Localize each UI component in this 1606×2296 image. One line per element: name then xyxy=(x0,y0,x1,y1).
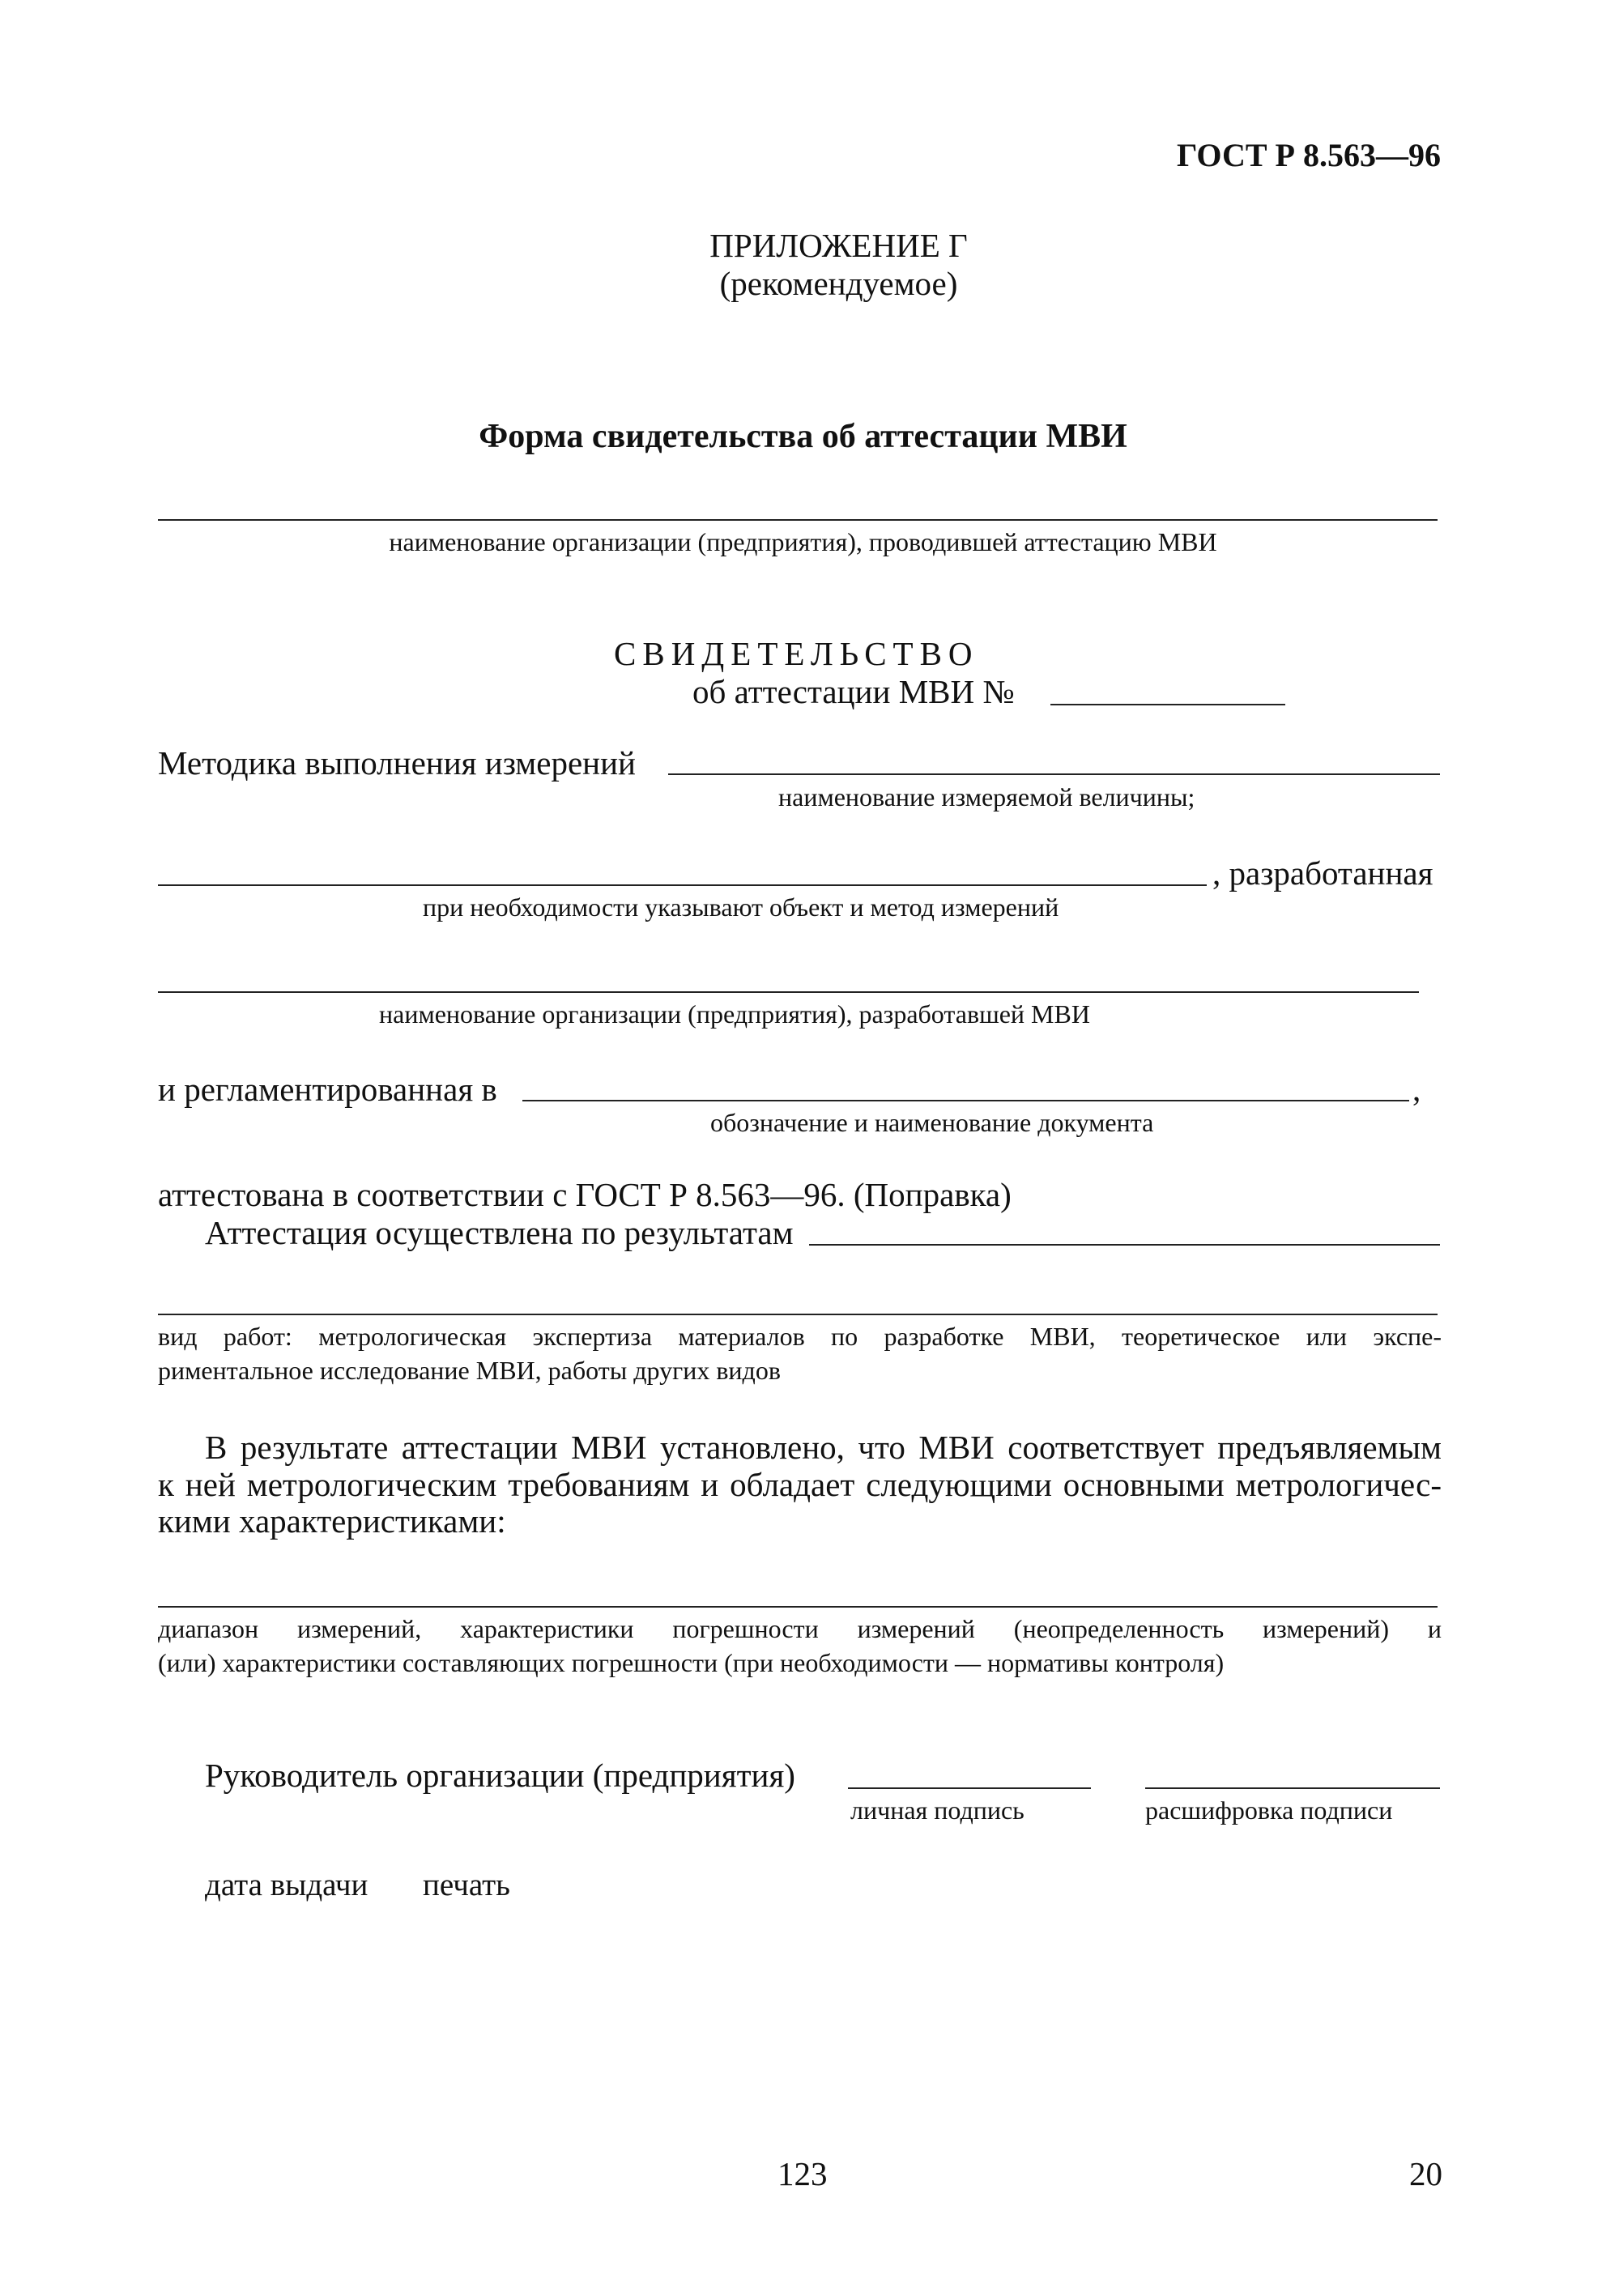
method-label: Методика выполнения измерений xyxy=(158,744,636,782)
regulated-label: и регламентированная в xyxy=(158,1071,497,1108)
organization-caption: наименование организации (предприятия), проводившей аттестацию МВИ xyxy=(389,527,1217,556)
regulated-comma: , xyxy=(1412,1071,1421,1108)
certificate-number-blank xyxy=(1050,704,1285,705)
organization-blank-line xyxy=(158,519,1438,521)
method-blank-line xyxy=(668,773,1440,775)
result-line-3: кими характеристиками: xyxy=(158,1502,506,1540)
based-on-blank-line xyxy=(809,1244,1440,1246)
characteristics-blank-line xyxy=(158,1606,1438,1608)
works-blank-line xyxy=(158,1314,1438,1315)
based-on-label: Аттестация осуществлена по результатам xyxy=(205,1214,794,1251)
regulated-document-blank-line xyxy=(522,1100,1409,1101)
appendix-title: ПРИЛОЖЕНИЕ Г xyxy=(709,227,968,264)
issue-date-label: дата выдачи xyxy=(205,1868,368,1902)
signature-caption: личная подпись xyxy=(850,1795,1025,1825)
certificate-word: СВИДЕТЕЛЬСТВО xyxy=(614,635,979,672)
standard-designation: ГОСТ Р 8.563—96 xyxy=(1176,137,1441,173)
result-line-2: к ней метрологическим требованиям и обладает следующими основными метрологичес- xyxy=(158,1466,1442,1503)
signature-blank-line xyxy=(848,1787,1091,1789)
works-caption-line-1: вид работ: метрологическая экспертиза материалов по разработке МВИ, теоретическое или экспе- xyxy=(158,1322,1442,1351)
developer-blank-line xyxy=(158,991,1419,993)
characteristics-caption-line-2: (или) характеристики составляющих погрешности (при необходимости — нормативы контроля) xyxy=(158,1648,1225,1677)
signature-decoding-blank-line xyxy=(1145,1787,1440,1789)
page-number-right: 20 xyxy=(1409,2155,1442,2192)
certificate-subline: об аттестации МВИ № xyxy=(692,673,1015,710)
decoding-caption: расшифровка подписи xyxy=(1145,1795,1393,1825)
result-line-1: В результате аттестации МВИ установлено, что МВИ соответствует предъявляемым xyxy=(205,1429,1442,1466)
document-caption: обозначение и наименование документа xyxy=(710,1108,1154,1137)
works-caption-line-2: риментальное исследование МВИ, работы других видов xyxy=(158,1356,781,1385)
appendix-subtitle: (рекомендуемое) xyxy=(719,265,958,302)
page-number-center: 123 xyxy=(777,2155,828,2192)
certified-text: аттестована в соответствии с ГОСТ Р 8.563—96. (Поправка) xyxy=(158,1176,1012,1213)
developed-suffix: , разработанная xyxy=(1212,854,1433,892)
object-method-blank-line xyxy=(158,884,1207,886)
form-title: Форма свидетельства об аттестации МВИ xyxy=(479,418,1127,455)
object-method-caption: при необходимости указывают объект и метод измерений xyxy=(423,892,1059,922)
head-label: Руководитель организации (предприятия) xyxy=(205,1757,795,1794)
quantity-caption: наименование измеряемой величины; xyxy=(778,782,1195,811)
characteristics-caption-line-1: диапазон измерений, характеристики погрешности измерений (неопределенность измерений) и xyxy=(158,1614,1442,1643)
stamp-label: печать xyxy=(423,1868,510,1902)
developer-caption: наименование организации (предприятия), разработавшей МВИ xyxy=(379,999,1090,1029)
